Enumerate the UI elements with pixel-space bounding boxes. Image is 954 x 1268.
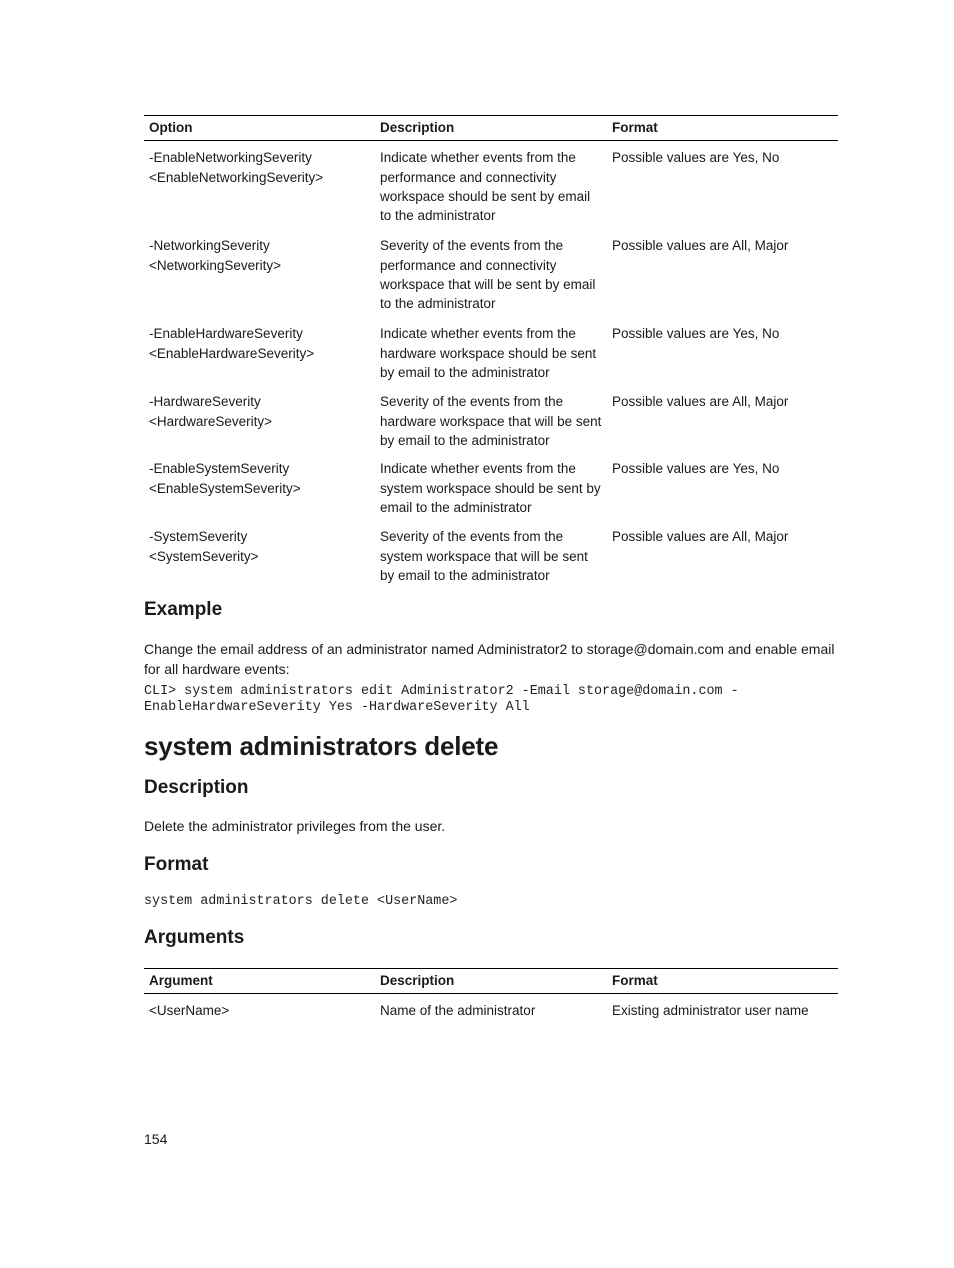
arguments-heading: Arguments <box>144 927 245 948</box>
table-row <box>144 520 838 586</box>
argument-cell: <UserName> <box>149 1003 230 1019</box>
column-header-description: Description <box>375 116 607 141</box>
description-cell: Indicate whether events from the hardware workspace should be sent by email to the administrator <box>380 326 597 380</box>
format-cell: Possible values are Yes, No <box>612 150 780 166</box>
table-row <box>144 385 838 452</box>
description-cell: Severity of the events from the performance and connectivity workspace that will be sent by email to the administrator <box>380 238 596 312</box>
description-cell: Indicate whether events from the system workspace should be sent by email to the administrator <box>380 461 601 515</box>
option-cell: -EnableHardwareSeverity <EnableHardwareSeverity> <box>149 326 315 361</box>
format-heading: Format <box>144 854 209 875</box>
arguments-table <box>144 968 838 1022</box>
column-header-option: Option <box>144 116 375 141</box>
options-table <box>144 115 838 586</box>
example-text: Change the email address of an administrator named Administrator2 to storage@domain.com and enable email for all hardware events: <box>144 641 835 677</box>
table-row <box>144 229 838 317</box>
section-title: system administrators delete <box>144 731 499 761</box>
table-row <box>144 994 838 1022</box>
options-table-header <box>144 116 838 141</box>
example-heading: Example <box>144 599 223 620</box>
column-header-format: Format <box>607 116 838 141</box>
example-code-block <box>144 684 739 716</box>
format-cell: Existing administrator user name <box>612 1003 809 1019</box>
option-cell: -SystemSeverity <SystemSeverity> <box>149 529 259 564</box>
format-cell: Possible values are Yes, No <box>612 326 780 342</box>
table-row <box>144 452 838 520</box>
format-cell: Possible values are Yes, No <box>612 461 780 477</box>
format-code: system administrators delete <UserName> <box>144 894 458 909</box>
option-cell: -HardwareSeverity <HardwareSeverity> <box>149 394 273 429</box>
description-cell: Severity of the events from the hardware workspace that will be sent by email to the administrator <box>380 394 602 448</box>
page-number: 154 <box>144 1131 168 1147</box>
format-cell: Possible values are All, Major <box>612 238 789 254</box>
column-header-argument: Argument <box>144 969 375 994</box>
description-cell: Severity of the events from the system workspace that will be sent by email to the administrator <box>380 529 588 583</box>
table-row <box>144 317 838 385</box>
description-cell: Name of the administrator <box>380 1003 536 1019</box>
option-cell: -NetworkingSeverity <NetworkingSeverity> <box>149 238 282 273</box>
format-cell: Possible values are All, Major <box>612 529 789 545</box>
column-header-format: Format <box>607 969 838 994</box>
format-cell: Possible values are All, Major <box>612 394 789 410</box>
description-text: Delete the administrator privileges from the user. <box>144 818 446 834</box>
description-cell: Indicate whether events from the performance and connectivity workspace should be sent by email to the administrator <box>380 150 591 224</box>
column-header-description: Description <box>375 969 607 994</box>
example-code-line: EnableHardwareSeverity Yes -HardwareSeverity All <box>144 700 530 715</box>
option-cell: -EnableSystemSeverity <EnableSystemSeverity> <box>149 461 301 496</box>
table-row <box>144 141 838 230</box>
example-code-line: CLI> system administrators edit Administrator2 -Email storage@domain.com - <box>144 684 739 699</box>
description-heading: Description <box>144 777 249 798</box>
arguments-table-header <box>144 969 838 994</box>
option-cell: -EnableNetworkingSeverity <EnableNetworkingSeverity> <box>149 150 324 185</box>
